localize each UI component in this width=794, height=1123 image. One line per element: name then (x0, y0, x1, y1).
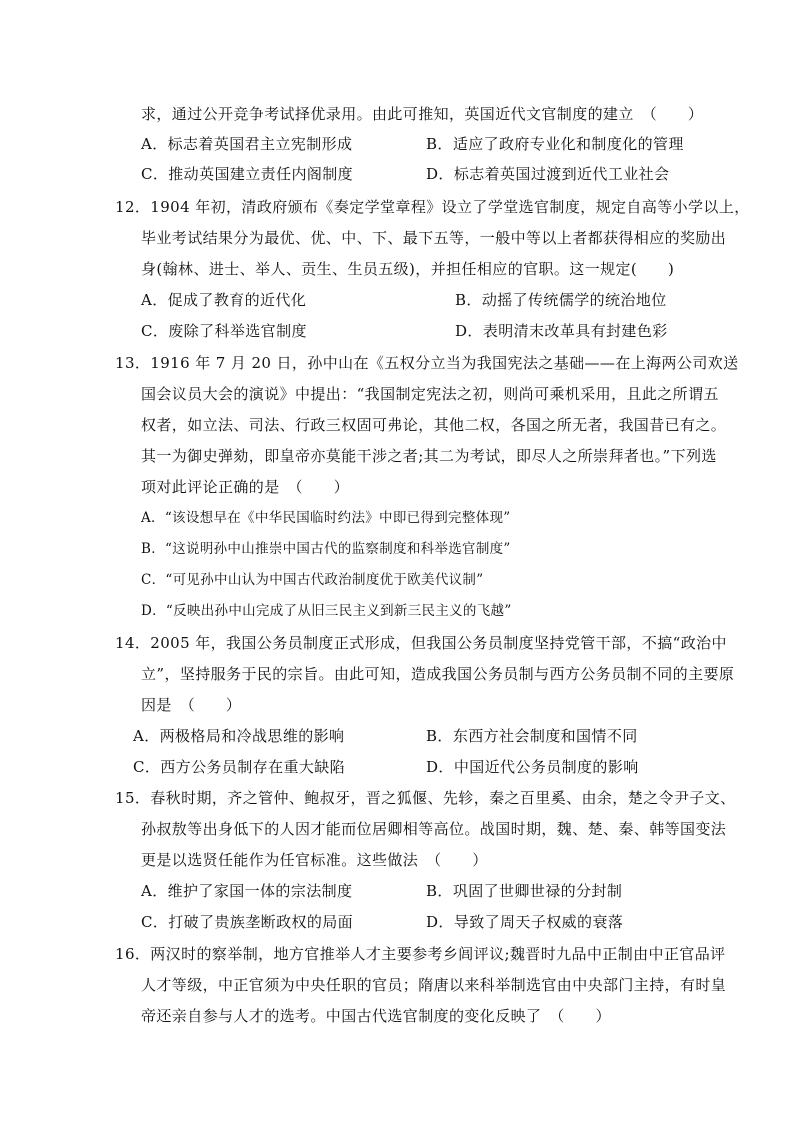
q13-stem-line-4: 其一为御史弹劾，即皇帝亦莫能干涉之者;其二为考试，即尽人之所崇拜者也。”下列选 (141, 447, 717, 465)
q15-option-d[interactable]: D．导致了周天子权威的衰落 (426, 913, 624, 931)
q16-stem-line-1: 16．两汉时的察举制，地方官推举人才主要参考乡闾评议;魏晋时九品中正制由中正官品评 (115, 945, 726, 963)
q14-stem-line-2: 立”，坚持服务于民的宗旨。由此可知，造成我国公务员制与西方公务员制不同的主要原 (141, 665, 735, 683)
q14-stem-line-1: 14．2005 年，我国公务员制度正式形成，但我国公务员制度坚持党管干部，不搞“政治中 (115, 634, 727, 652)
q12-stem-line-3: 身(翰林、进士、举人、贡生、生员五级)，并担任相应的官职。这一规定( ) (141, 260, 675, 278)
q11-option-a[interactable]: A．标志着英国君主立宪制形成 (141, 135, 353, 153)
q15-option-a[interactable]: A．维护了家国一体的宗法制度 (141, 882, 353, 900)
q16-stem-line-2: 人才等级，中正官须为中央任职的官员；隋唐以来科举制选官由中央部门主持，有时皇 (141, 976, 727, 994)
q12-stem-line-1: 12．1904 年初，清政府颁布《奏定学堂章程》设立了学堂选官制度，规定自高等小学以上， (115, 198, 750, 216)
q15-stem-line-2: 孙叔敖等出身低下的人因才能而位居卿相等高位。战国时期，魏、楚、秦、韩等国变法 (141, 820, 727, 838)
q12-option-c[interactable]: C．废除了科举选官制度 (141, 322, 307, 340)
q13-option-b[interactable]: B．“这说明孙中山推崇中国古代的监察制度和科举选官制度” (141, 541, 511, 557)
q12-option-a[interactable]: A．促成了教育的近代化 (141, 291, 307, 309)
q11-option-b[interactable]: B．适应了政府专业化和制度化的管理 (426, 135, 684, 153)
q12-stem-line-2: 毕业考试结果分为最优、优、中、下、最下五等，一般中等以上者都获得相应的奖励出 (141, 229, 727, 247)
q14-option-c[interactable]: C．西方公务员制存在重大缺陷 (133, 758, 346, 776)
q15-option-c[interactable]: C．打破了贵族垄断政权的局面 (141, 913, 354, 931)
q13-stem-line-1: 13．1916 年 7 月 20 日，孙中山在《五权分立当为我国宪法之基础——在上海两公司欢送 (115, 354, 739, 372)
q12-option-d[interactable]: D．表明清末改革具有封建色彩 (455, 322, 668, 340)
q13-option-a[interactable]: A．“该设想早在《中华民国临时约法》中即已得到完整体现” (141, 510, 511, 526)
q14-option-a[interactable]: A．两极格局和冷战思维的影响 (133, 727, 345, 745)
q14-stem-line-3: 因是 （ ） (141, 696, 242, 714)
q11-stem-end: 求，通过公开竞争考试择优录用。由此可推知，英国近代文官制度的建立 （ ） (141, 105, 704, 123)
q12-option-b[interactable]: B．动摇了传统儒学的统治地位 (455, 291, 667, 309)
q15-stem-line-1: 15．春秋时期，齐之管仲、鲍叔牙，晋之狐偃、先轸，秦之百里奚、由余，楚之令尹子文、 (115, 789, 736, 807)
q16-stem-line-3: 帝还亲自参与人才的选考。中国古代选官制度的变化反映了 （ ） (141, 1007, 611, 1025)
q13-stem-line-2: 国会议员大会的演说》中提出：“我国制定宪法之初，则尚可乘机采用，且此之所谓五 (141, 385, 719, 403)
q13-option-c[interactable]: C．“可见孙中山认为中国古代政治制度优于欧美代议制” (141, 572, 484, 588)
q13-stem-line-5: 项对此评论正确的是 （ ） (141, 478, 350, 496)
q14-option-b[interactable]: B．东西方社会制度和国情不同 (426, 727, 638, 745)
q13-option-d[interactable]: D．“反映出孙中山完成了从旧三民主义到新三民主义的飞越” (141, 603, 512, 619)
q11-option-d[interactable]: D．标志着英国过渡到近代工业社会 (426, 165, 670, 183)
q11-option-c[interactable]: C．推动英国建立责任内阁制度 (141, 165, 354, 183)
q14-option-d[interactable]: D．中国近代公务员制度的影响 (426, 758, 639, 776)
q15-option-b[interactable]: B．巩固了世卿世禄的分封制 (426, 882, 623, 900)
q15-stem-line-3: 更是以选贤任能作为任官标准。这些做法 （ ） (141, 851, 488, 869)
q13-stem-line-3: 权者，如立法、司法、行政三权固可弗论，其他二权，各国之所无者，我国昔已有之。 (141, 416, 727, 434)
